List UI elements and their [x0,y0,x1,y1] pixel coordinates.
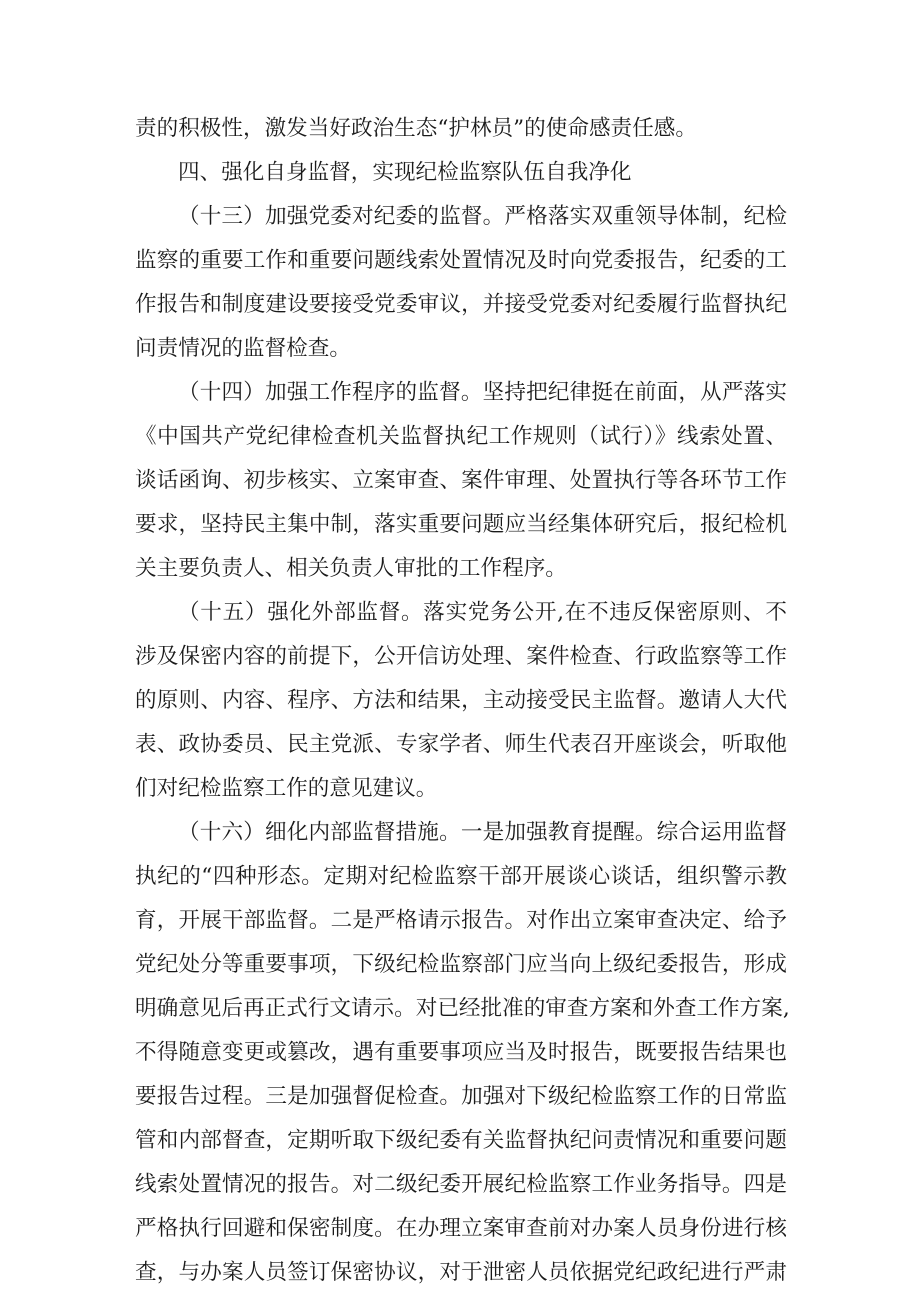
paragraph-line: 要报告过程。三是加强督促检查。加强对下级纪检监察工作的日常监 [135,1084,787,1109]
paragraph-line: 责的积极性，激发当好政治生态“护林员”的使命感责任感。 [135,116,697,141]
section-heading: 四、强化自身监督，实现纪检监察队伍自我净化 [178,160,632,185]
paragraph-line: （十四）加强工作程序的监督。坚持把纪律挺在前面，从严落实 [178,380,787,405]
paragraph-line: 表、政协委员、民主党派、专家学者、师生代表召开座谈会，听取他 [135,732,787,757]
paragraph-line: 监察的重要工作和重要问题线索处置情况及时向党委报告，纪委的工 [135,248,787,273]
paragraph-line: 们对纪检监察工作的意见建议。 [135,776,438,801]
paragraph-line: 涉及保密内容的前提下，公开信访处理、案件检查、行政监察等工作 [135,644,787,669]
paragraph-line: 明确意见后再正式行文请示。对已经批准的审查方案和外查工作方案, [135,996,790,1021]
paragraph-line: 不得随意变更或篡改，遇有重要事项应当及时报告，既要报告结果也 [135,1040,787,1065]
paragraph-line: 严格执行回避和保密制度。在办理立案审查前对办案人员身份进行核 [135,1216,787,1241]
paragraph-line: （十六）细化内部监督措施。一是加强教育提醒。综合运用监督 [178,820,787,845]
paragraph-line: 的原则、内容、程序、方法和结果，主动接受民主监督。邀请人大代 [135,688,787,713]
paragraph-line: 党纪处分等重要事项，下级纪检监察部门应当向上级纪委报告，形成 [135,952,787,977]
paragraph-line: 执纪的“四种形态。定期对纪检监察干部开展谈心谈话，组织警示教 [135,864,787,889]
paragraph-line: 管和内部督查，定期听取下级纪委有关监督执纪问责情况和重要问题 [135,1128,787,1153]
paragraph-line: （十三）加强党委对纪委的监督。严格落实双重领导体制，纪检 [178,204,787,229]
paragraph-line: 问责情况的监督检查。 [135,336,351,361]
paragraph-line: 育，开展干部监督。二是严格请示报告。对作出立案审查决定、给予 [135,908,787,933]
paragraph-line: 线索处置情况的报告。对二级纪委开展纪检监察工作业务指导。四是 [135,1172,787,1197]
paragraph-line: 《中国共产党纪律检查机关监督执纪工作规则（试行）》线索处置、 [135,424,787,449]
paragraph-line: 关主要负责人、相关负责人审批的工作程序。 [135,556,567,581]
paragraph-line: 查，与办案人员签订保密协议，对于泄密人员依据党纪政纪进行严肃 [135,1260,787,1285]
paragraph-line: 要求，坚持民主集中制，落实重要问题应当经集体研究后，报纪检机 [135,512,787,537]
paragraph-line: （十五）强化外部监督。落实党务公开,在不违反保密原则、不 [178,600,787,625]
paragraph-line: 作报告和制度建设要接受党委审议，并接受党委对纪委履行监督执纪 [135,292,787,317]
paragraph-line: 谈话函询、初步核实、立案审查、案件审理、处置执行等各环节工作 [135,468,787,493]
